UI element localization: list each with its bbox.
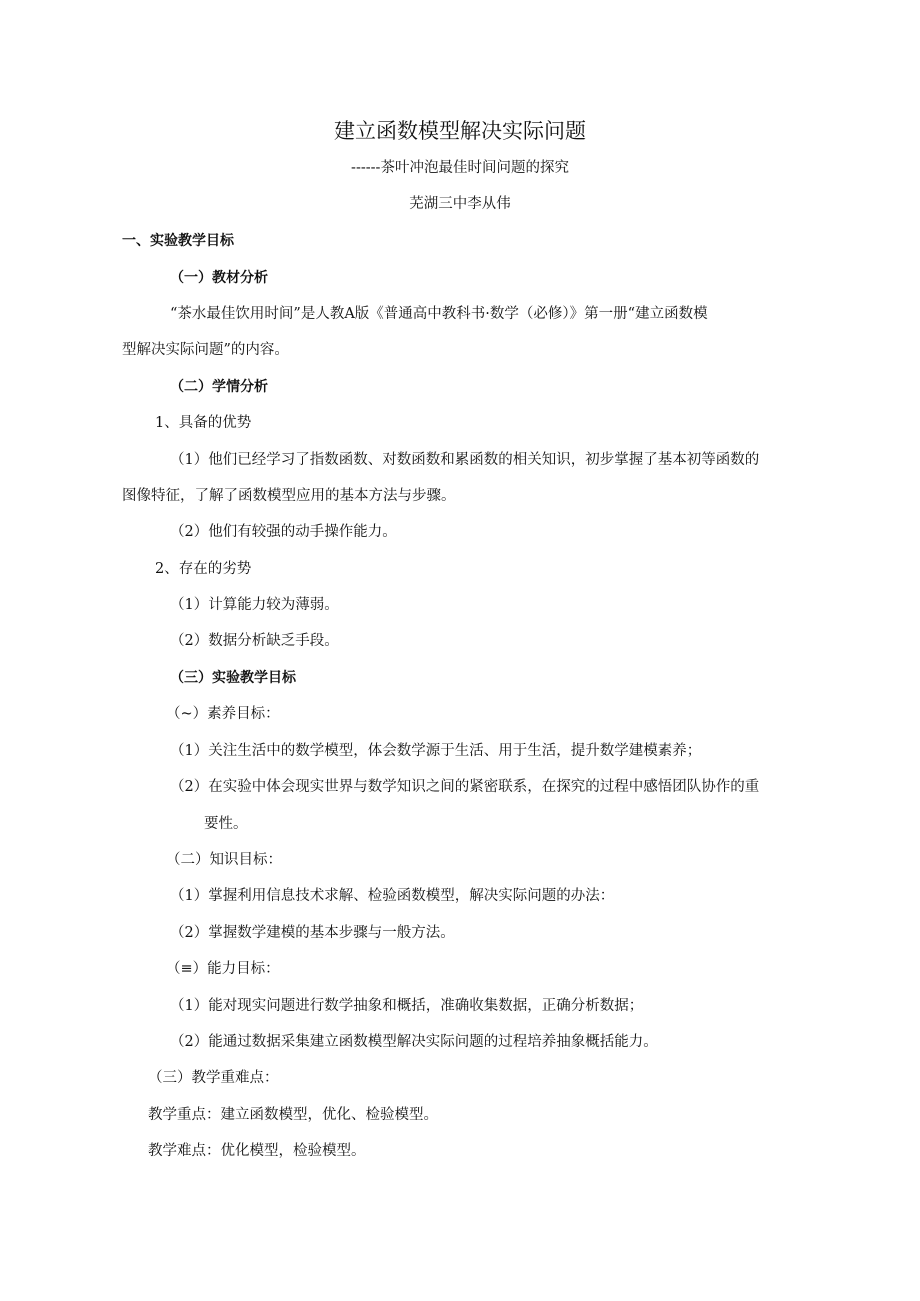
list-heading: 1、具备的优势 bbox=[155, 415, 252, 431]
list-item: （2）在实验中体会现实世界与数学知识之间的紧密联系，在探究的过程中感悟团队协作的重 bbox=[170, 779, 760, 795]
list-item: （2）他们有较强的动手操作能力。 bbox=[170, 524, 397, 540]
list-item: （1）计算能力较为薄弱。 bbox=[170, 597, 339, 613]
key-point-line: 教学重点：建立函数模型，优化、检验模型。 bbox=[148, 1107, 438, 1123]
subsection-heading: （二）学情分析 bbox=[170, 379, 268, 395]
goal-heading: （~）素养目标： bbox=[166, 706, 280, 722]
document-author: 芜湖三中李从伟 bbox=[409, 196, 511, 212]
document-title: 建立函数模型解决实际问题 bbox=[334, 119, 586, 143]
goal-heading: （二）知识目标： bbox=[166, 852, 282, 868]
list-item: （1）能对现实问题进行数学抽象和概括，准确收集数据，正确分析数据； bbox=[170, 998, 644, 1014]
list-item: （2）能通过数据采集建立函数模型解决实际问题的过程培养抽象概括能力。 bbox=[170, 1034, 658, 1050]
list-item: （2）数据分析缺乏手段。 bbox=[170, 633, 339, 649]
subsection-heading: （一）教材分析 bbox=[170, 270, 268, 286]
paragraph-line: 型解决实际问题”的内容。 bbox=[122, 342, 289, 358]
section-heading: 一、实验教学目标 bbox=[122, 233, 234, 249]
list-item: （1）掌握利用信息技术求解、检验函数模型，解决实际问题的办法： bbox=[170, 888, 615, 904]
subsection-heading: （三）实验教学目标 bbox=[170, 670, 296, 686]
list-item: （1）关注生活中的数学模型，体会数学源于生活、用于生活，提升数学建模素养； bbox=[170, 743, 702, 759]
goal-heading: （≡）能力目标： bbox=[166, 961, 280, 977]
list-item-continuation: 要性。 bbox=[204, 816, 248, 832]
list-heading: 2、存在的劣势 bbox=[155, 561, 252, 577]
list-item: （2）掌握数学建模的基本步骤与一般方法。 bbox=[170, 925, 455, 941]
document-subtitle: ------茶叶冲泡最佳时间问题的探究 bbox=[351, 160, 569, 176]
subsection-heading: （三）教学重难点： bbox=[148, 1070, 279, 1086]
paragraph-line: “茶水最佳饮用时间”是人教A版《普通高中教科书·数学（必修）》第一册“建立函数模 bbox=[170, 306, 708, 322]
list-item-continuation: 图像特征，了解了函数模型应用的基本方法与步骤。 bbox=[122, 488, 456, 504]
list-item: （1）他们已经学习了指数函数、对数函数和累函数的相关知识，初步掌握了基本初等函数的 bbox=[170, 452, 760, 468]
difficult-point-line: 教学难点：优化模型，检验模型。 bbox=[148, 1143, 366, 1159]
